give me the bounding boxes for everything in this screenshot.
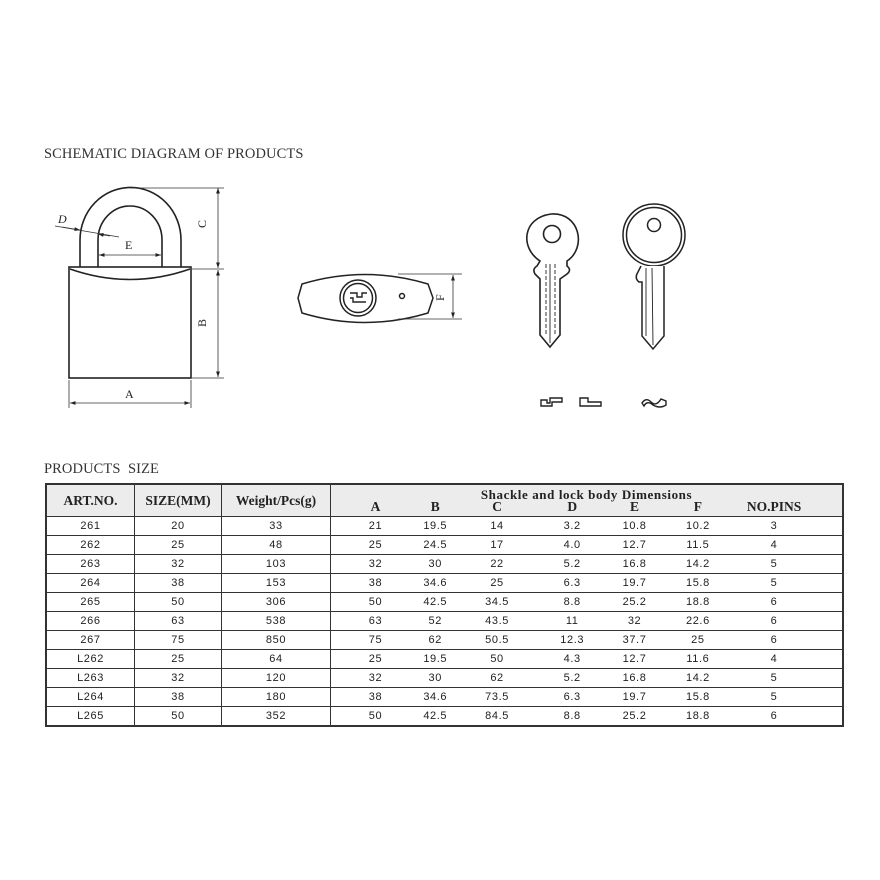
cell-dim-e: 37.7: [622, 634, 647, 646]
cell-dimensions: [331, 688, 844, 707]
header-weight: Weight/Pcs(g): [222, 484, 331, 517]
cell-size: 38: [135, 574, 222, 593]
cell-dim-c: 73.5: [485, 691, 509, 703]
dimension-label-f: F: [433, 294, 447, 301]
dimension-label-c: C: [195, 219, 209, 228]
cell-dim-d: 4.0: [563, 539, 581, 551]
cell-art-no: 265: [46, 593, 135, 612]
padlock-front-view-icon: [69, 187, 191, 378]
cell-dim-b: 19.5: [423, 653, 448, 665]
cell-size: 50: [135, 593, 222, 612]
cell-art-no: 262: [46, 536, 135, 555]
key-flat-icon: [527, 214, 579, 347]
cell-art-no: 267: [46, 631, 135, 650]
cell-dim-c: 34.5: [485, 596, 509, 608]
cell-no-pins: 5: [770, 672, 778, 684]
cell-dim-d: 12.3: [560, 634, 585, 646]
key-round-bow-icon: [623, 204, 685, 349]
cell-dim-e: 19.7: [622, 691, 647, 703]
table-header-row: [46, 484, 843, 517]
cell-dim-b: 34.6: [423, 691, 448, 703]
cell-size: 50: [135, 707, 222, 727]
cell-dim-c: 14: [490, 520, 504, 532]
cell-size: 20: [135, 517, 222, 536]
table-row: [46, 593, 843, 612]
cell-art-no: L263: [46, 669, 135, 688]
cell-weight: 120: [222, 669, 331, 688]
cell-weight: 33: [222, 517, 331, 536]
cell-dim-a: 50: [368, 596, 383, 608]
cell-dim-c: 17: [490, 539, 504, 551]
cell-no-pins: 4: [770, 653, 778, 665]
cell-dim-e: 10.8: [622, 520, 647, 532]
cell-dim-f: 14.2: [685, 558, 710, 570]
cell-no-pins: 6: [770, 710, 778, 722]
cell-dimensions: [331, 536, 844, 555]
table-row: [46, 650, 843, 669]
header-dim-e: E: [630, 499, 640, 514]
cell-size: 63: [135, 612, 222, 631]
cell-dimensions: [331, 555, 844, 574]
cell-dim-b: 30: [428, 672, 442, 684]
cell-art-no: 266: [46, 612, 135, 631]
cell-dim-b: 42.5: [423, 710, 448, 722]
cell-dim-f: 10.2: [685, 520, 710, 532]
header-art-no: ART.NO.: [46, 484, 135, 517]
cell-dim-f: 25: [691, 634, 705, 646]
dimension-column-headers: [331, 501, 842, 515]
cell-art-no: L265: [46, 707, 135, 727]
cell-no-pins: 4: [770, 539, 778, 551]
cell-dim-b: 19.5: [423, 520, 448, 532]
cell-size: 25: [135, 650, 222, 669]
cell-no-pins: 6: [770, 634, 778, 646]
cell-weight: 352: [222, 707, 331, 727]
key-profile-3-icon: [642, 399, 666, 407]
cell-dim-f: 14.2: [685, 672, 710, 684]
cell-dim-f: 22.6: [685, 615, 710, 627]
cell-dim-b: 34.6: [423, 577, 448, 589]
cell-weight: 153: [222, 574, 331, 593]
cell-dimensions: [331, 612, 844, 631]
cell-dim-e: 12.7: [622, 653, 647, 665]
cell-dim-b: 30: [428, 558, 442, 570]
schematic-diagram-heading: SCHEMATIC DIAGRAM OF PRODUCTS: [44, 146, 304, 162]
cell-dim-e: 16.8: [622, 672, 647, 684]
table-row: [46, 517, 843, 536]
table-row: [46, 574, 843, 593]
cell-dim-e: 16.8: [622, 558, 647, 570]
header-dim-d: D: [567, 499, 578, 514]
table-body: [46, 517, 843, 727]
cell-no-pins: 6: [770, 615, 778, 627]
cell-art-no: L262: [46, 650, 135, 669]
dimension-label-d: D: [58, 212, 67, 226]
cell-weight: 64: [222, 650, 331, 669]
cell-dim-b: 62: [428, 634, 442, 646]
cell-dim-a: 21: [368, 520, 383, 532]
cell-dim-c: 84.5: [485, 710, 509, 722]
lock-face-dimension-lines: [398, 274, 462, 319]
cell-dim-a: 38: [368, 691, 383, 703]
cell-dim-c: 62: [490, 672, 504, 684]
cell-art-no: 264: [46, 574, 135, 593]
cell-dim-d: 8.8: [563, 596, 581, 608]
cell-no-pins: 5: [770, 691, 778, 703]
cell-dim-a: 75: [368, 634, 383, 646]
cell-dim-d: 6.3: [563, 577, 581, 589]
cell-dim-a: 25: [368, 539, 383, 551]
header-no-pins: NO.PINS: [746, 499, 802, 514]
cell-dim-b: 42.5: [423, 596, 448, 608]
header-dim-f: F: [693, 499, 703, 514]
cell-no-pins: 3: [770, 520, 778, 532]
cell-dim-a: 32: [368, 672, 383, 684]
header-dim-c: C: [492, 499, 502, 514]
cell-dim-e: 19.7: [622, 577, 647, 589]
cell-size: 32: [135, 669, 222, 688]
cell-dim-e: 12.7: [622, 539, 647, 551]
cell-weight: 850: [222, 631, 331, 650]
cell-dim-c: 25: [490, 577, 504, 589]
dimension-label-b: B: [195, 318, 209, 327]
cell-dim-e: 32: [627, 615, 642, 627]
table-row: [46, 688, 843, 707]
cell-weight: 103: [222, 555, 331, 574]
cell-dimensions: [331, 631, 844, 650]
table-row: [46, 669, 843, 688]
cell-dimensions: [331, 574, 844, 593]
header-dim-b: B: [430, 499, 440, 514]
cell-dim-a: 38: [368, 577, 383, 589]
cell-weight: 306: [222, 593, 331, 612]
cell-dim-d: 4.3: [563, 653, 581, 665]
cell-dim-f: 18.8: [685, 596, 710, 608]
cell-dim-f: 15.8: [685, 577, 710, 589]
dimension-label-e: E: [125, 238, 133, 252]
cell-dim-c: 50.5: [485, 634, 509, 646]
cell-dim-f: 11.5: [686, 539, 710, 551]
cell-dimensions: [331, 707, 844, 727]
cell-size: 25: [135, 536, 222, 555]
cell-dim-a: 25: [368, 653, 383, 665]
cell-no-pins: 5: [770, 577, 778, 589]
cell-size: 32: [135, 555, 222, 574]
table-row: [46, 612, 843, 631]
cell-weight: 180: [222, 688, 331, 707]
table-row: [46, 631, 843, 650]
key-profile-2-icon: [580, 398, 601, 406]
products-size-heading: PRODUCTS SIZE: [44, 461, 159, 477]
cell-no-pins: 5: [770, 558, 778, 570]
cell-dim-a: 63: [368, 615, 383, 627]
header-dimensions: [331, 484, 844, 517]
cell-dim-a: 32: [368, 558, 383, 570]
cell-dim-b: 52: [428, 615, 442, 627]
cell-dim-d: 8.8: [563, 710, 581, 722]
cell-dim-e: 25.2: [622, 710, 647, 722]
cell-dimensions: [331, 650, 844, 669]
header-size: SIZE(MM): [135, 484, 222, 517]
cell-dim-d: 3.2: [563, 520, 581, 532]
cell-dim-d: 5.2: [563, 672, 581, 684]
cell-dim-e: 25.2: [622, 596, 647, 608]
cell-dimensions: [331, 593, 844, 612]
cell-art-no: 261: [46, 517, 135, 536]
cell-size: 38: [135, 688, 222, 707]
cell-weight: 538: [222, 612, 331, 631]
cell-art-no: 263: [46, 555, 135, 574]
cell-dimensions: [331, 517, 844, 536]
cell-weight: 48: [222, 536, 331, 555]
dimensions-title: Shackle and lock body Dimensions: [480, 487, 693, 502]
table-row: [46, 707, 843, 727]
cell-dim-c: 50: [490, 653, 504, 665]
cell-size: 75: [135, 631, 222, 650]
cell-dim-c: 22: [490, 558, 504, 570]
cell-dim-a: 50: [368, 710, 383, 722]
dimension-label-a: A: [125, 387, 134, 401]
cell-dim-d: 11: [565, 615, 579, 627]
table-row: [46, 555, 843, 574]
cell-dim-f: 11.6: [686, 653, 710, 665]
cell-no-pins: 6: [770, 596, 778, 608]
cell-dim-d: 6.3: [563, 691, 581, 703]
cell-dim-b: 24.5: [423, 539, 448, 551]
products-size-table: [45, 483, 844, 727]
cell-art-no: L264: [46, 688, 135, 707]
cell-dimensions: [331, 669, 844, 688]
cell-dim-d: 5.2: [563, 558, 581, 570]
key-profile-1-icon: [541, 398, 562, 406]
lock-bottom-keyhole-view-icon: [298, 275, 433, 323]
header-dim-a: A: [370, 499, 381, 514]
key-profile-icons: [541, 398, 666, 407]
cell-dim-c: 43.5: [485, 615, 509, 627]
table-row: [46, 536, 843, 555]
cell-dim-f: 15.8: [685, 691, 710, 703]
cell-dim-f: 18.8: [685, 710, 710, 722]
